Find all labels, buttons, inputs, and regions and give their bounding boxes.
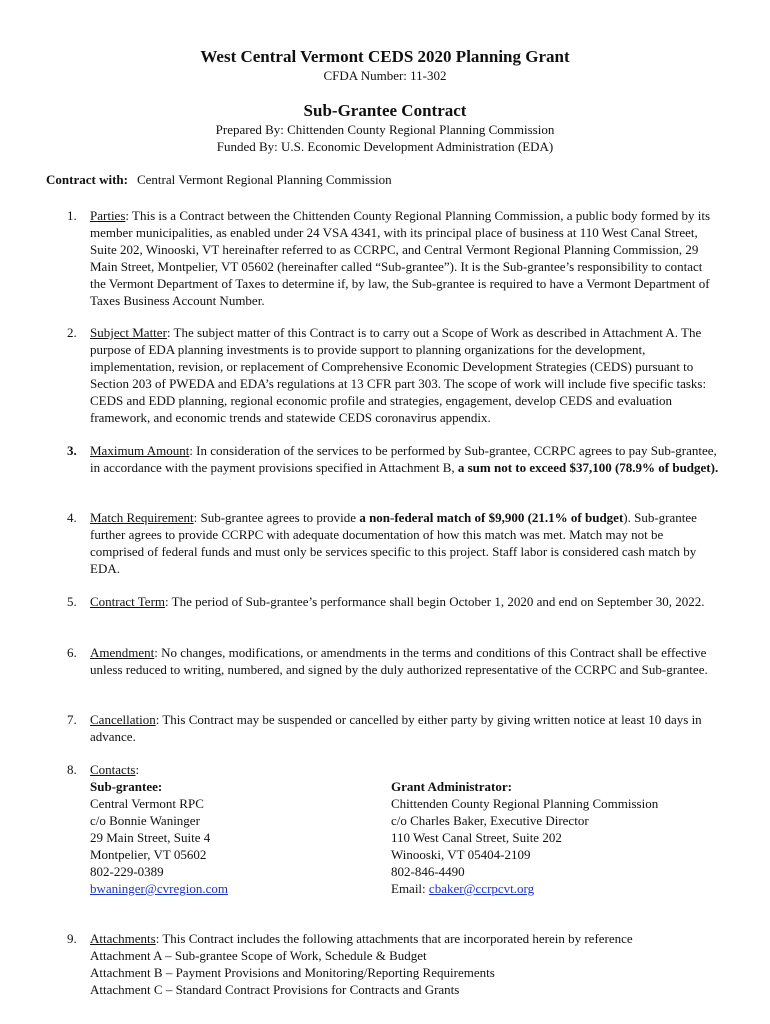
maximum-amount-value: a sum not to exceed $37,100 (78.9% of budget). — [457, 460, 719, 475]
section-body — [90, 442, 720, 476]
document-title: West Central Vermont CEDS 2020 Planning Grant — [200, 47, 570, 66]
sub-grantee-email-link[interactable]: bwaninger@cvregion.com — [90, 881, 228, 896]
section-body — [90, 930, 720, 998]
section-number: 3. — [67, 443, 77, 458]
sub-grantee-org: Central Vermont RPC — [90, 796, 204, 811]
section-text-continued: ). Sub-grantee further agrees to provide CCRPC with adequate documentation of how this match was met. Match may not be comprised of federal funds and must only be services specific to this project. Staff labor is considered cash match by EDA. — [90, 510, 697, 576]
section-text: : The period of Sub-grantee’s performance shall begin October 1, 2020 and end on September 30, 2022. — [165, 594, 705, 609]
contacts-heading — [90, 761, 720, 778]
section-text: : This Contract includes the following attachments that are incorporated herein by reference — [155, 931, 633, 946]
grant-administrator-heading: Grant Administrator: — [391, 779, 512, 794]
section-contacts — [0, 761, 770, 901]
section-text: : This Contract may be suspended or cancelled by either party by giving written notice at least 10 days in advance. — [90, 712, 702, 744]
section-title: Amendment — [90, 645, 155, 660]
section-body — [90, 509, 720, 577]
sub-grantee-phone: 802-229-0389 — [90, 864, 164, 879]
section-text: : Sub-grantee agrees to provide — [193, 510, 360, 525]
grant-administrator-city: Winooski, VT 05404-2109 — [391, 847, 531, 862]
sub-grantee-contact — [90, 778, 390, 897]
contract-with-label: Contract with: — [46, 172, 128, 187]
match-amount-value: a non-federal match of $9,900 (21.1% of budget — [359, 510, 624, 525]
sub-grantee-contact-name: c/o Bonnie Waninger — [90, 813, 200, 828]
section-title: Parties — [90, 208, 126, 223]
section-title: Cancellation — [90, 712, 156, 727]
attachment-b: Attachment B – Payment Provisions and Monitoring/Reporting Requirements — [90, 965, 495, 980]
section-body — [90, 324, 720, 426]
section-number: 9. — [67, 931, 77, 946]
section-text: : The subject matter of this Contract is to carry out a Scope of Work as described in Attachment A. The purpose of EDA planning investments is to provide support to planning organizations for the development, implementation, revision, or replacement of Comprehensive Economic Development Strategies (CEDS) pursuant to Section 203 of PWEDA and EDA’s regulations at 13 CFR part 303. The scope of work will include five specific tasks: CEDS and EDD planning, regional economic profile and strategies, engagement, develop CEDS and evaluation framework, and economic trends and statewide CEDS coronavirus appendix. — [90, 325, 707, 425]
section-number: 1. — [67, 208, 77, 223]
section-body — [90, 593, 720, 610]
section-colon: : — [135, 762, 140, 777]
section-number: 6. — [67, 645, 77, 660]
sub-grantee-city: Montpelier, VT 05602 — [90, 847, 207, 862]
document-subtitle: Sub-Grantee Contract — [303, 101, 467, 120]
grant-administrator-email-link[interactable]: cbaker@ccrpcvt.org — [428, 881, 535, 896]
cfda-number: CFDA Number: 11-302 — [323, 68, 447, 83]
funded-by: Funded By: U.S. Economic Development Administration (EDA) — [216, 139, 554, 154]
attachment-a: Attachment A – Sub-grantee Scope of Work, Schedule & Budget — [90, 948, 427, 963]
sub-grantee-heading: Sub-grantee: — [90, 779, 163, 794]
section-number: 5. — [67, 594, 77, 609]
prepared-by: Prepared By: Chittenden County Regional Planning Commission — [215, 122, 555, 137]
grant-administrator-contact — [391, 778, 691, 897]
grant-administrator-contact-name: c/o Charles Baker, Executive Director — [391, 813, 589, 828]
section-title: Attachments — [90, 931, 156, 946]
sub-grantee-address: 29 Main Street, Suite 4 — [90, 830, 211, 845]
grant-administrator-phone: 802-846-4490 — [391, 864, 465, 879]
section-body — [90, 711, 720, 745]
grant-administrator-org: Chittenden County Regional Planning Commission — [391, 796, 659, 811]
section-title: Maximum Amount — [90, 443, 190, 458]
section-number: 8. — [67, 762, 77, 777]
section-number: 4. — [67, 510, 77, 525]
grant-administrator-email-line — [391, 880, 691, 897]
contract-with — [46, 172, 392, 188]
section-number: 7. — [67, 712, 77, 727]
section-title: Subject Matter — [90, 325, 167, 340]
section-text: : This is a Contract between the Chittenden County Regional Planning Commission, a public body formed by its member municipalities, as enabled under 24 VSA 4341, with its principal place of business at 110 West Canal Street, Suite 202, Winooski, VT hereinafter referred to as CCRPC, and Central Vermont Regional Planning Commission, 29 Main Street, Montpelier, VT 05602 (hereinafter called “Sub-grantee”). It is the Sub-grantee’s responsibility to contact the Vermont Department of Taxes to determine if, by law, the Sub-grantee is required to have a Vermont Department of Taxes Business Account Number. — [90, 208, 711, 308]
section-body — [90, 761, 720, 901]
section-body — [90, 644, 720, 678]
attachment-c: Attachment C – Standard Contract Provisions for Contracts and Grants — [90, 982, 460, 997]
section-text: : No changes, modifications, or amendments in the terms and conditions of this Contract shall be effective unless reduced to writing, numbered, and signed by the duly authorized representative of the CCRPC and Sub-grantee. — [90, 645, 708, 677]
section-body — [90, 207, 720, 309]
section-title: Contacts — [90, 762, 136, 777]
section-title: Contract Term — [90, 594, 166, 609]
section-text: : In consideration of the services to be performed by Sub-grantee, CCRPC agrees to pay Sub-grantee, in accordance with the payment provisions specified in Attachment B, — [90, 443, 717, 475]
section-number: 2. — [67, 325, 77, 340]
email-label: Email: — [391, 881, 429, 896]
grant-administrator-address: 110 West Canal Street, Suite 202 — [391, 830, 562, 845]
contract-with-value: Central Vermont Regional Planning Commission — [136, 172, 392, 187]
section-title: Match Requirement — [90, 510, 194, 525]
